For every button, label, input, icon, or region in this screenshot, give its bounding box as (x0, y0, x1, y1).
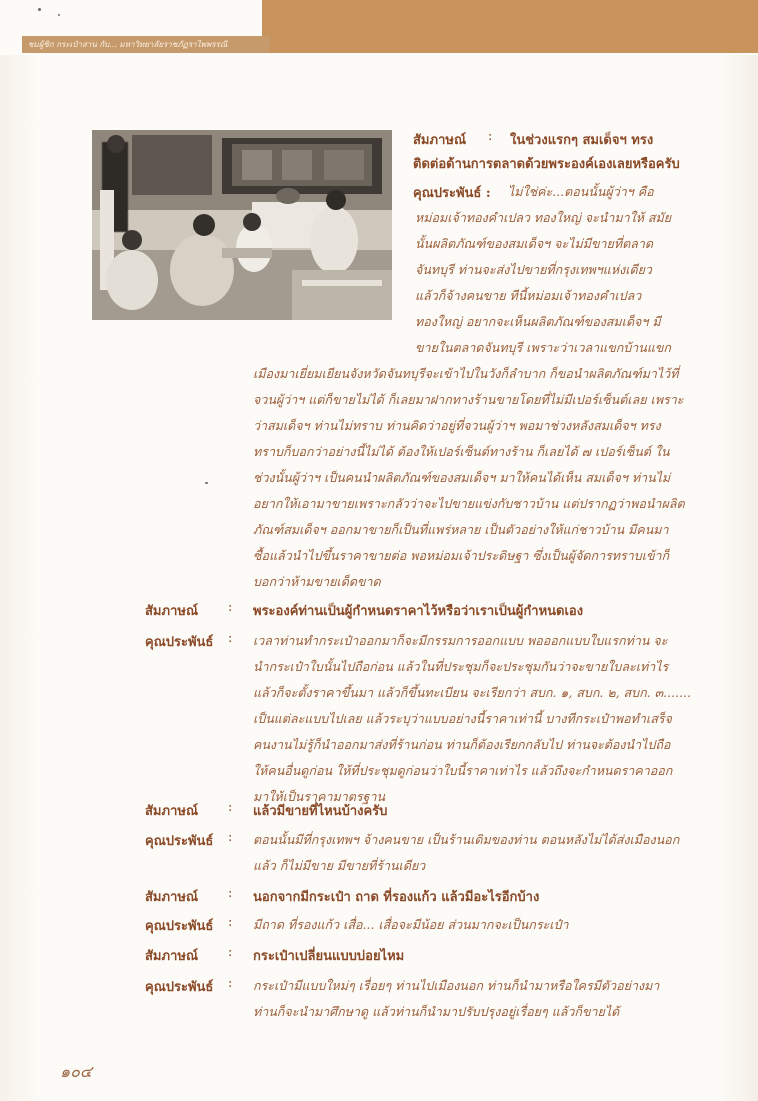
answer-line: จันทบุรี ท่านจะส่งไปขายที่กรุงเทพฯแห่งเดียว (415, 262, 652, 277)
question-text: พระองค์ท่านเป็นผู้กำหนดราคาไว้หรือว่าเราเป็นผู้กำหนดเอง (253, 604, 584, 619)
label-colon: : (228, 631, 233, 646)
answer-line: ภัณฑ์สมเด็จฯ ออกมาขายก็เป็นที่แพร่หลาย เป็นตัวอย่างให้แก่ชาวบ้าน มีคนมา (253, 522, 669, 537)
label-colon: : (228, 945, 233, 960)
answer-line: ทองใหญ่ อยากจะเห็นผลิตภัณฑ์ของสมเด็จฯ มี (415, 314, 661, 329)
label-colon: : (228, 830, 233, 845)
answer-line: นำกระเป๋าใบนั้นไปถือก่อน แล้วในที่ประชุมก็จะประชุมกันว่าจะขายใบละเท่าไร (253, 659, 669, 674)
answer-line: จวนผู้ว่าฯ แต่ก็ขายไม่ได้ ก็เลยมาฝากทางร้านขายโดยที่ไม่มีเปอร์เซ็นต์เลย เพราะ (253, 392, 684, 407)
answer-line: ตอนนั้นมีที่กรุงเทพฯ จ้างคนขาย เป็นร้านเดิมของท่าน ตอนหลังไม่ได้ส่งเมืองนอก (253, 832, 680, 847)
answer-line: มีถาด ที่รองแก้ว เสื่อ... เสื่อจะมีน้อย ส่วนมากจะเป็นกระเป๋า (253, 917, 569, 932)
answer-line: ช่วงนั้นผู้ว่าฯ เป็นคนนำผลิตภัณฑ์ของสมเด็จฯ มาให้คนได้เห็น สมเด็จฯ ท่านไม่ (253, 470, 671, 485)
answer-line: มาให้เป็นราคามาตรฐาน (253, 789, 386, 804)
scan-speck (58, 14, 60, 16)
answer-line: ขายในตลาดจันทบุรี เพราะว่าเวลาแขกบ้านแขก (415, 340, 671, 355)
running-title: ชมผู้ชิก กระเป๋าสาน กับ... มหาวิทยาลัยราชภัฏราไพพรรณี (28, 40, 228, 49)
interview-label: สัมภาษณ์ (145, 604, 199, 619)
respondent-label: คุณประพันธ์ (145, 834, 214, 849)
label-colon: : (228, 886, 233, 901)
answer-line: ท่านก็จะนำมาศึกษาดู แล้วท่านก็นำมาปรับปรุงอยู่เรื่อยๆ แล้วก็ขายได้ (253, 1004, 620, 1019)
label-colon: : (488, 129, 493, 144)
question-text: ติดต่อด้านการตลาดด้วยพระองค์เองเลยหรือครับ (413, 157, 680, 172)
interview-label: สัมภาษณ์ (145, 804, 199, 819)
interview-label: สัมภาษณ์ (145, 890, 199, 905)
label-colon: : (228, 800, 233, 815)
answer-line: กระเป๋ามีแบบใหม่ๆ เรื่อยๆ ท่านไปเมืองนอก ท่านก็นำมาหรือใครมีตัวอย่างมา (253, 978, 660, 993)
archival-photo (92, 130, 392, 320)
answer-line: ทราบก็บอกว่าอย่างนี้ไม่ได้ ต้องให้เปอร์เซ็นต์ทางร้าน ก็เลยได้ ๗ เปอร์เซ็นต์ ใน (253, 444, 670, 459)
answer-line: อยากให้เอามาขายเพราะกลัวว่าจะไปขายแข่งกับชาวบ้าน แต่ปรากฏว่าพอนำผลิต (253, 496, 685, 511)
scan-speck (38, 8, 41, 11)
answer-line: คนงานไม่รู้ก็นำออกมาส่งที่ร้านก่อน ท่านก็ต้องเรียกกลับไป ท่านจะต้องนำไปถือ (253, 737, 671, 752)
question-text: นอกจากมีกระเป๋า ถาด ที่รองแก้ว แล้วมีอะไรอีกบ้าง (253, 890, 540, 905)
respondent-label: คุณประพันธ์ (145, 635, 214, 650)
interview-label: สัมภาษณ์ (145, 949, 199, 964)
question-text: กระเป๋าเปลี่ยนแบบบ่อยไหม (253, 949, 405, 964)
header-color-block (262, 0, 758, 53)
answer-line: แล้วก็จ้างคนขาย ทีนี้หม่อมเจ้าทองคำเปลว (415, 288, 642, 303)
answer-line: เมืองมาเยี่ยมเยียนจังหวัดจันทบุรีจะเข้าไปในวังก็ลำบาก ก็ขอนำผลิตภัณฑ์มาไว้ที่ (253, 366, 679, 381)
interview-label: สัมภาษณ์ (413, 133, 467, 148)
label-colon: : (228, 976, 233, 991)
answer-line: หม่อมเจ้าทองคำเปลว ทองใหญ่ จะนำมาให้ สมัย (415, 210, 672, 225)
respondent-label: คุณประพันธ์ : (413, 186, 491, 201)
answer-line: บอกว่าห้ามขายเด็ดขาด (253, 574, 381, 589)
question-text: แล้วมีขายที่ไหนบ้างครับ (253, 804, 388, 819)
label-colon: : (228, 600, 233, 615)
answer-line: แล้ว ก็ไม่มีขาย มีขายที่ร้านเดียว (253, 858, 426, 873)
label-colon: : (228, 915, 233, 930)
answer-line: แล้วก็จะตั้งราคาขึ้นมา แล้วก็ขึ้นทะเบียน จะเรียกว่า สบก. ๑, สบก. ๒, สบก. ๓....... (253, 685, 691, 700)
answer-line: ไม่ใช่ค่ะ...ตอนนั้นผู้ว่าฯ คือ (508, 184, 654, 199)
answer-line: ว่าสมเด็จฯ ท่านไม่ทราบ ท่านคิดว่าอยู่ที่จวนผู้ว่าฯ พอมาช่วงหลังสมเด็จฯ ทรง (253, 418, 661, 433)
page-number: ๑๐๔ (60, 1062, 93, 1081)
question-text: ในช่วงแรกๆ สมเด็จฯ ทรง (510, 133, 654, 148)
scan-speck (205, 482, 208, 484)
respondent-label: คุณประพันธ์ (145, 980, 214, 995)
answer-line: เป็นแต่ละแบบไปเลย แล้วระบุว่าแบบอย่างนี้ราคาเท่านี้ บางทีกระเป๋าพอทำเสร็จ (253, 711, 672, 726)
respondent-label: คุณประพันธ์ (145, 919, 214, 934)
answer-line: เวลาท่านทำกระเป๋าออกมาก็จะมีกรรมการออกแบบ พอออกแบบใบแรกท่าน จะ (253, 633, 668, 648)
answer-line: ให้คนอื่นดูก่อน ให้ที่ประชุมดูก่อนว่าใบนี้ราคาเท่าไร แล้วถึงจะกำหนดราคาออก (253, 763, 673, 778)
answer-line: ซื้อแล้วนำไปขึ้นราคาขายต่อ พอหม่อมเจ้าประดิษฐา ซึ่งเป็นผู้จัดการทราบเข้าก็ (253, 548, 670, 563)
answer-line: นั้นผลิตภัณฑ์ของสมเด็จฯ จะไม่มีขายที่ตลาด (415, 236, 653, 251)
